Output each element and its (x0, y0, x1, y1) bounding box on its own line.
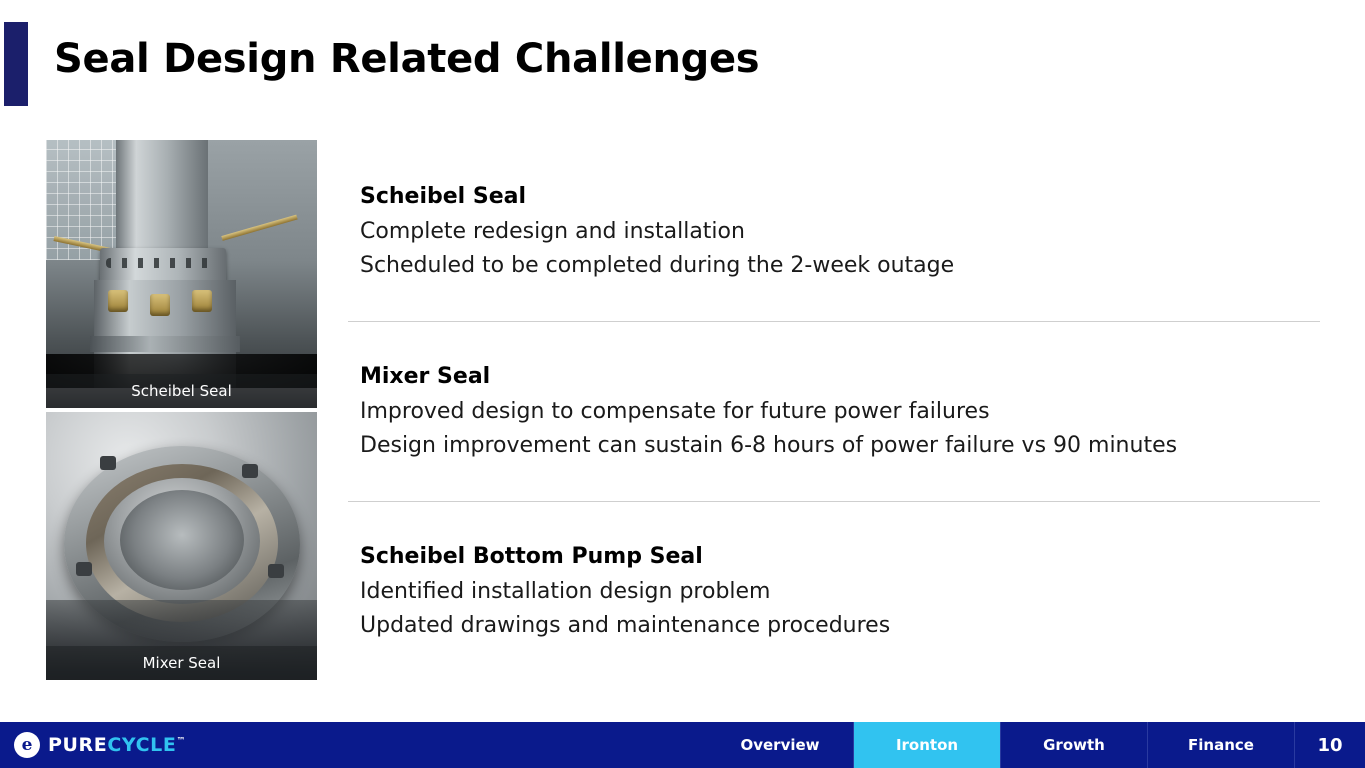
block-line: Updated drawings and maintenance procedures (360, 613, 891, 639)
page-title: Seal Design Related Challenges (54, 36, 760, 82)
page-number: 10 (1317, 734, 1343, 756)
footer-nav-finance[interactable]: Finance (1148, 722, 1295, 768)
mixer-seal-image-art (46, 412, 317, 680)
brand-name-cycle: CYCLE (107, 734, 177, 756)
block-line: Complete redesign and installation (360, 219, 745, 245)
photo-caption: Scheibel Seal (46, 374, 317, 408)
brand-name-pure: PURE (48, 734, 108, 756)
purecycle-logo-icon: e (14, 732, 40, 758)
content-block-mixer-seal (360, 362, 1320, 463)
block-line: Design improvement can sustain 6-8 hours of power failure vs 90 minutes (360, 433, 1178, 459)
block-heading: Scheibel Bottom Pump Seal (360, 544, 703, 569)
block-heading: Scheibel Seal (360, 184, 527, 209)
footer-spacer (314, 722, 707, 768)
footer-nav-growth[interactable]: Growth (1001, 722, 1148, 768)
photo-caption: Mixer Seal (46, 646, 317, 680)
content-block-scheibel-seal (360, 182, 1320, 283)
footer-nav-overview[interactable]: Overview (707, 722, 854, 768)
block-line: Scheduled to be completed during the 2-week outage (360, 253, 955, 279)
block-line: Identified installation design problem (360, 579, 771, 605)
brand-logo (0, 722, 314, 768)
mixer-seal-photo (46, 412, 317, 680)
section-divider (348, 501, 1320, 502)
section-divider (348, 321, 1320, 322)
title-accent-bar (4, 22, 28, 106)
footer-nav-ironton[interactable]: Ironton (854, 722, 1001, 768)
block-heading: Mixer Seal (360, 364, 491, 389)
brand-name (48, 734, 186, 756)
scheibel-seal-photo (46, 140, 317, 408)
content-block-scheibel-bottom-pump-seal (360, 542, 1320, 643)
scheibel-seal-image-art (46, 140, 317, 408)
block-line: Improved design to compensate for future power failures (360, 399, 990, 425)
footer-bar (0, 722, 1365, 768)
trademark-symbol: ™ (176, 736, 187, 747)
